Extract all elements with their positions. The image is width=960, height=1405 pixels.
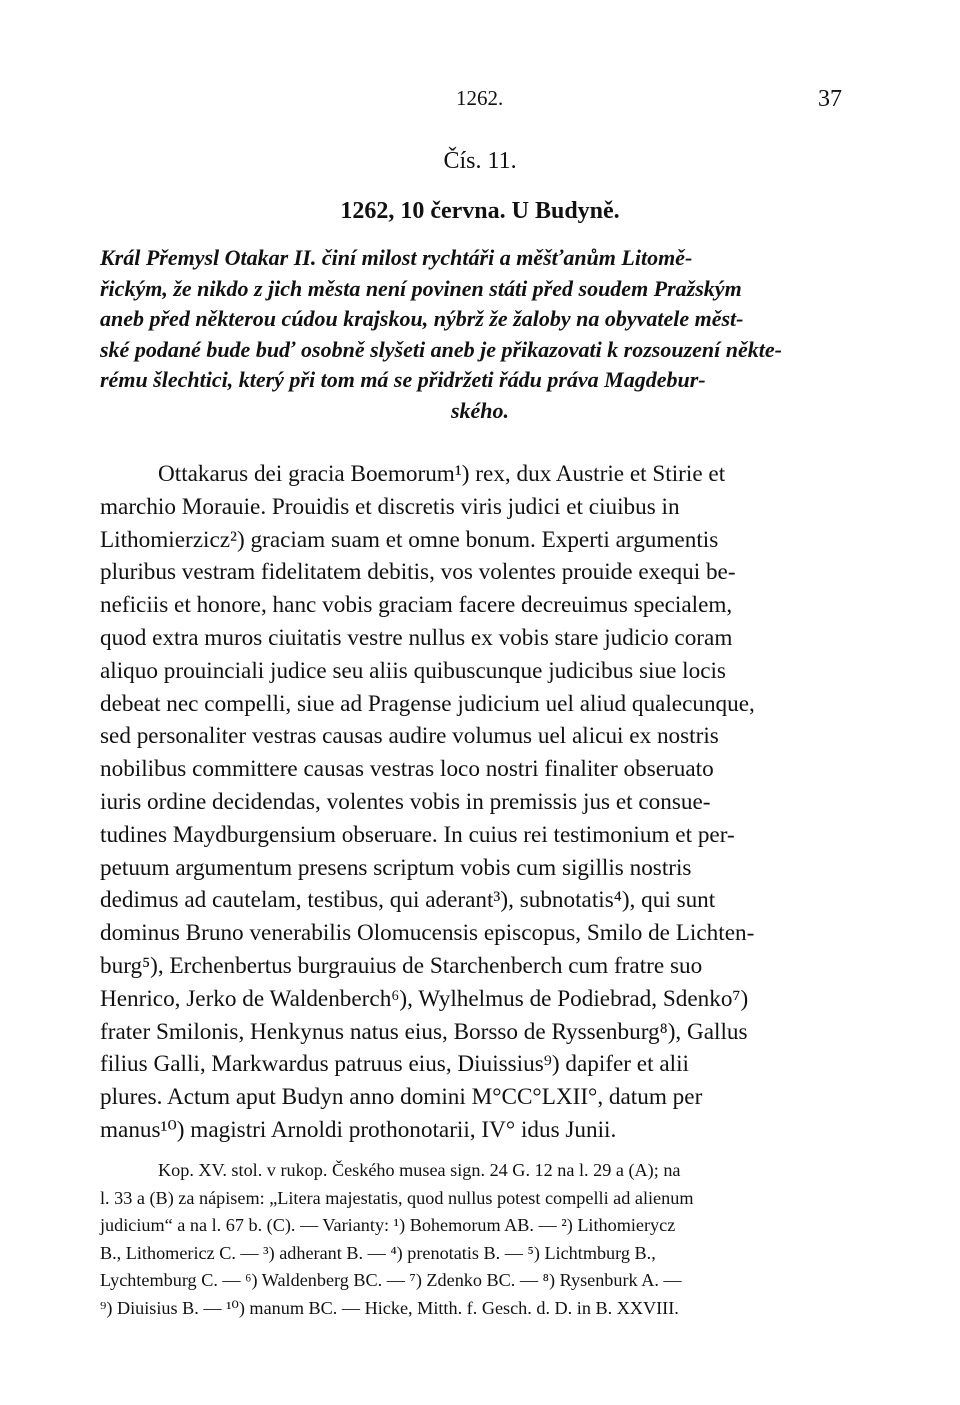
charter-line-text: Ottakarus dei gracia Boemorum¹) rex, dux Austrie et Stirie et <box>158 461 726 487</box>
regest-line: řickým, že nikdo z jich města není povinen státi před soudem Pražským <box>100 275 742 301</box>
charter-line: sed personaliter vestras causas audire volumus uel alicui ex nostris <box>100 723 719 750</box>
document-number: Čís. 11. <box>443 148 517 174</box>
charter-line: dedimus ad cautelam, testibus, qui aderant³), subnotatis⁴), qui sunt <box>100 887 716 914</box>
charter-line: Lithomierzicz²) graciam suam et omne bonum. Experti argumentis <box>100 526 719 553</box>
footnote-line: judicium“ a na l. 67 b. (C). — Varianty: ¹) Bohemorum AB. — ²) Lithomierycz <box>100 1215 676 1235</box>
footnote-line: ⁹) Diuisius B. — ¹⁰) manum BC. — Hicke, Mitth. f. Gesch. d. D. in B. XXVIII. <box>100 1297 679 1318</box>
charter-line: neficiis et honore, hanc vobis graciam facere decreuimus specialem, <box>100 592 733 619</box>
charter-line: Henrico, Jerko de Waldenberch⁶), Wylhelmus de Podiebrad, Sdenko⁷) <box>100 985 749 1012</box>
charter-line: debeat nec compelli, siue ad Pragense judicium uel aliud qualecunque, <box>100 690 755 717</box>
charter-line: manus¹⁰) magistri Arnoldi prothonotarii, IV° idus Junii. <box>100 1116 617 1143</box>
charter-line <box>100 458 860 491</box>
charter-line: quod extra muros ciuitatis vestre nullus ex vobis stare judicio coram <box>100 624 733 651</box>
footnote-line: B., Lithomericz C. — ³) adherant B. — ⁴) prenotatis B. — ⁵) Lichtmburg B., <box>100 1242 656 1263</box>
charter-line: dominus Bruno venerabilis Olomucensis episcopus, Smilo de Lichten- <box>100 920 755 947</box>
charter-line: plures. Actum aput Budyn anno domini M°CC°LXII°, datum per <box>100 1084 703 1111</box>
footnote-line-text: Kop. XV. stol. v rukop. Českého musea sign. 24 G. 12 na l. 29 a (A); na <box>158 1160 681 1180</box>
page-number: 37 <box>818 86 842 112</box>
footnote-line: l. 33 a (B) za nápisem: „Litera majestatis, quod nullus potest compelli ad alienum <box>100 1187 694 1208</box>
regest-line: ského. <box>450 397 510 423</box>
running-head <box>0 86 960 116</box>
running-head-year: 1262. <box>456 86 504 110</box>
charter-line: aliquo prouinciali judice seu aliis quibuscunque judicibus siue locis <box>100 657 726 684</box>
charter-line: frater Smilonis, Henkynus natus eius, Borsso de Ryssenburg⁸), Gallus <box>100 1018 748 1045</box>
charter-line: filius Galli, Markwardus patruus eius, Diuissius⁹) dapifer et alii <box>100 1051 689 1078</box>
charter-line: tudines Maydburgensium obseruare. In cuius rei testimonium et per- <box>100 821 735 848</box>
charter-line: pluribus vestram fidelitatem debitis, vos volentes prouide exequi be- <box>100 559 736 586</box>
regest-line: aneb před některou cúdou krajskou, nýbrž že žaloby na obyvatele měst- <box>100 306 744 331</box>
charter-line: iuris ordine decidendas, volentes vobis in premissis jus et consue- <box>100 788 711 815</box>
charter-line: burg⁵), Erchenbertus burgrauius de Starchenberch cum fratre suo <box>100 952 703 979</box>
footnote-line <box>100 1157 860 1185</box>
charter-line: marchio Morauie. Prouidis et discretis viris judici et ciuibus in <box>100 493 680 520</box>
charter-text <box>100 458 860 1147</box>
footnotes <box>100 1157 860 1322</box>
footnote-line: Lychtemburg C. — ⁶) Waldenberg BC. — ⁷) Zdenko BC. — ⁸) Rysenburk A. — <box>100 1270 682 1290</box>
charter-line: nobilibus committere causas vestras loco nostri finaliter obseruato <box>100 756 714 783</box>
regest-line: rému šlechtici, který při tom má se přidržeti řádu práva Magdebur- <box>100 367 706 392</box>
document-date-place: 1262, 10 června. U Budyně. <box>340 198 620 224</box>
regest-line: Král Přemysl Otakar II. činí milost rychtáři a měšťanům Litomě- <box>100 245 693 270</box>
charter-line: petuum argumentum presens scriptum vobis cum sigillis nostris <box>100 854 692 881</box>
regest-line: ské podané bude buď osobně slyšeti aneb je přikazovati k rozsouzení někte- <box>100 336 782 362</box>
regest-summary <box>100 243 860 426</box>
